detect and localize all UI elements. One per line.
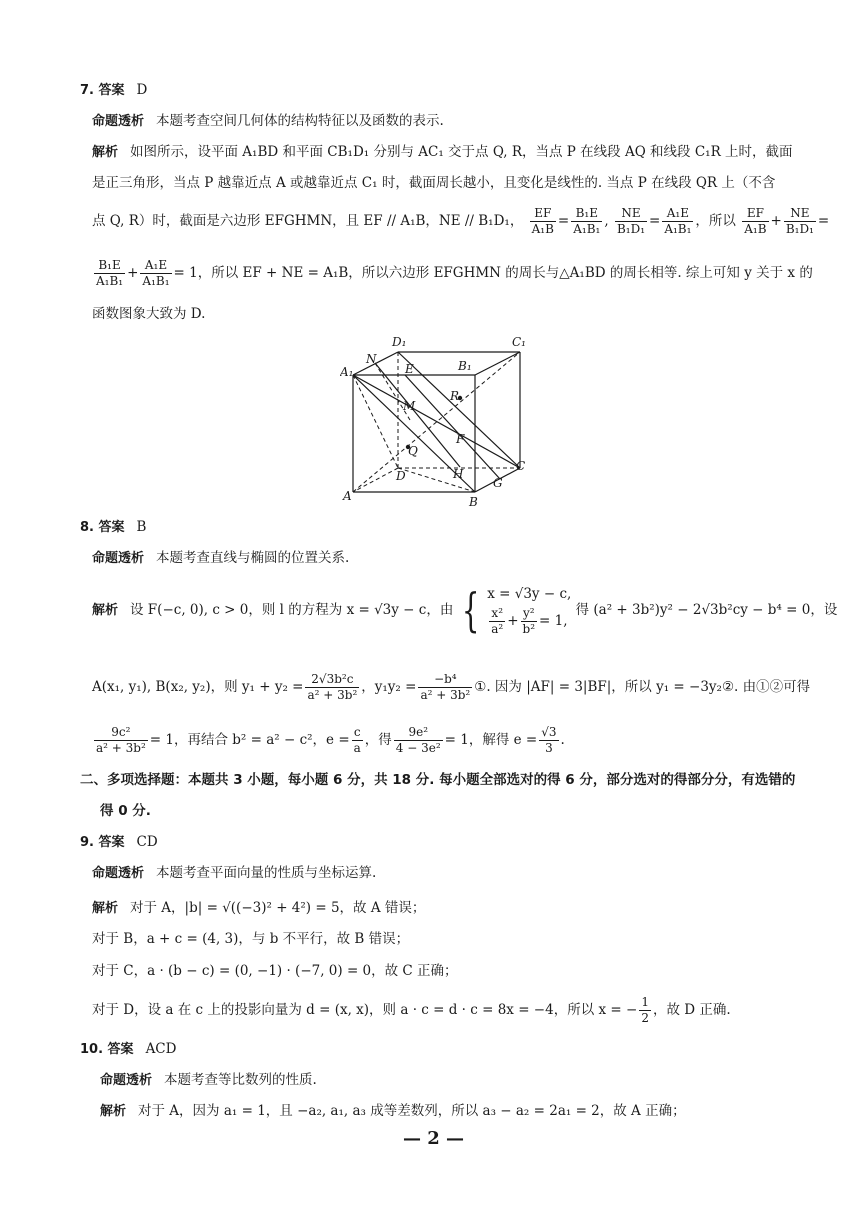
q8-text-2 [92, 672, 810, 703]
label-g: G [493, 476, 503, 490]
q7-text-1: 如图所示，设平面 A₁BD 和平面 CB₁D₁ 分别与 AC₁ 交于点 Q, R，当点 P 在线段 AQ 和线段 C₁R 上时，截面 [130, 144, 793, 160]
q8-text-3a: = 1，再结合 b² = a² − c²，e = [149, 732, 350, 748]
cube-figure [340, 330, 540, 510]
q7-intent-label: 命题透析 [92, 114, 145, 129]
page-number: — 2 — [402, 1128, 465, 1149]
q9-option-d [92, 995, 731, 1026]
q7-text-4b: = 1，所以 EF + NE = A₁B，所以六边形 EFGHMN 的周长与△A₁BD 的周长相等. 综上可知 y 关于 x 的 [173, 265, 813, 281]
q9-option-c: 对于 C，a · (b − c) = (0, −1) · (−7, 0) = 0，故 C 正确； [92, 963, 458, 979]
frac-b2: b² [522, 621, 536, 636]
q9-option-d-text: 对于 D，设 a 在 c 上的投影向量为 d = (x, x)，则 a · c = d · c = 8x = −4，所以 x = − [92, 1002, 638, 1018]
q8-frac-sum-den: a² + 3b² [307, 688, 358, 702]
q8-frac-sum [305, 672, 359, 703]
section-2-heading: 二、多项选择题：本题共 3 小题，每小题 6 分，共 18 分. 每小题全部选对的得 6 分，部分选对的得部分分，有选错的 [80, 772, 796, 788]
equation-1: x = √3y − c, [487, 586, 572, 602]
q7-frac-b1e-den: A₁B₁ [573, 222, 601, 236]
q8-frac-e [352, 725, 363, 756]
q9-frac-d-den: 2 [641, 1011, 649, 1025]
q7-frac-b1e [571, 206, 602, 237]
q9-frac-d [639, 995, 651, 1026]
q10-intent-text: 本题考查等比数列的性质. [164, 1072, 317, 1088]
q7-text-5: 函数图象大致为 D. [92, 306, 206, 322]
section-2-heading-cont: 得 0 分. [100, 803, 151, 819]
q8-text-1a: 设 F(−c, 0), c > 0，则 l 的方程为 x = √3y − c，由 [130, 601, 454, 618]
q10-intent-label: 命题透析 [100, 1073, 153, 1088]
q8-frac-prod-den: a² + 3b² [420, 688, 471, 702]
q7-text-2: 是正三角形，当点 P 越靠近点 A 或越靠近点 C₁ 时，截面周长越小，且变化是线性的. 当点 P 在线段 QR 上（不含 [92, 175, 776, 191]
q7-frac-a1e [662, 206, 693, 237]
q8-text-2a: A(x₁, y₁), B(x₂, y₂)，则 y₁ + y₂ = [92, 679, 304, 695]
edge-c1-b1 [475, 352, 520, 375]
q8-intent-text: 本题考查直线与椭圆的位置关系. [156, 550, 350, 566]
q8-frac-9e-num: 9e² [394, 725, 443, 741]
q7-frac-ne-num: NE [615, 206, 647, 222]
q7-frac-ne-den: B₁D₁ [616, 222, 645, 236]
q7-text-4: $\frac{\text{B₁E}}{\text{A₁B₁}}$ + $\frac{\text{A₁E}}{\text{A₁B₁}}$ = 1，所以 EF + NE = A₁B，所以六边形 EFGHMN 的周长与△A₁BD 的周长相等. 综上可知 y 关于 x 的 [96, 258, 813, 288]
q7-answer: D [136, 82, 148, 98]
q8-frac-prod [418, 672, 472, 703]
q7-heading-label: 7. 答案 [80, 83, 125, 98]
q9-heading [80, 834, 158, 851]
q8-frac-9e-den: 4 − 3e² [395, 741, 441, 755]
q7-frac-ne-2-den: B₁D₁ [785, 222, 814, 236]
q8-frac-9c-num: 9c² [94, 725, 148, 741]
q8-frac-result-num: √3 [541, 725, 557, 739]
q10-text-a [100, 1103, 686, 1120]
q9-intent [92, 865, 376, 882]
label-d1: D₁ [392, 335, 407, 349]
q8-intent-label: 命题透析 [92, 551, 145, 566]
frac-x2-a2 [489, 606, 505, 637]
q7-frac-b1e-num: B₁E [571, 206, 602, 222]
q10-option-a: 对于 A，因为 a₁ = 1，且 −a₂, a₁, a₃ 成等差数列，所以 a₃ − a₂ = 2a₁ = 2，故 A 正确； [138, 1103, 686, 1119]
label-q: Q [408, 444, 418, 458]
q7-frac-ne [615, 206, 647, 237]
q7-analysis-line-1 [92, 144, 793, 161]
q9-analysis-label: 解析 [92, 901, 119, 916]
label-b: B [469, 495, 478, 509]
q9-intent-text: 本题考查平面向量的性质与坐标运算. [156, 865, 377, 881]
q8-frac-9c-den: a² + 3b² [96, 741, 146, 755]
q7-heading [80, 82, 147, 99]
q7-text-3b: ，所以 [695, 213, 736, 229]
equation-2-tail: = 1, [539, 612, 568, 629]
q7-frac-a1e-2-num: A₁E [140, 258, 171, 274]
q10-intent [100, 1072, 317, 1089]
q8-frac-9c [94, 725, 148, 756]
q8-heading-label: 8. 答案 [80, 520, 125, 535]
frac-x2: x² [489, 606, 505, 622]
q8-frac-result [539, 725, 558, 756]
q7-frac-b1e-2 [94, 258, 125, 289]
equation-system [487, 584, 571, 637]
edge-a-c1 [353, 352, 520, 492]
q8-text-3b: ，得 [364, 732, 392, 748]
label-c1: C₁ [512, 335, 526, 349]
q8-frac-result-den: 3 [545, 741, 553, 755]
q8-frac-prod-num: −b⁴ [418, 672, 472, 688]
q8-frac-e-num: c [352, 725, 363, 741]
label-m: M [403, 399, 416, 413]
q9-option-b: 对于 B，a + c = (4, 3)，与 b 不平行，故 B 错误； [92, 931, 410, 947]
equation-2: $\frac{\text{x²}}{\text{a²}}$ + $\frac{\text{y²}}{\text{b²}}$ = 1, [491, 605, 568, 636]
q8-text-1 [92, 584, 837, 637]
q7-frac-ef-2 [742, 206, 768, 237]
q7-text-3: 点 Q, R）时，截面是六边形 EFGHMN，且 EF // A₁B，NE // B₁D₁， $\frac{EF}{\text{A₁B}}$ = $\frac{\text{B₁E}}{\text{A₁B₁}}$ , $\frac{NE}{\text{B₁D₁}}$ = $\frac{\text{A₁E}}{\text{A₁B₁}}$ ，所以 $\frac{EF}{\text{A₁B}}$ + $\frac{NE}{\text{B₁D₁}}$ = [92, 206, 830, 236]
left-brace: { [461, 583, 480, 638]
q7-frac-ef-num: EF [530, 206, 556, 222]
q8-text-2c: ①. 因为 |AF| = 3|BF|，所以 y₁ = −3y₂②. 由①②可得 [474, 679, 811, 695]
q9-frac-d-num: 1 [641, 995, 649, 1009]
frac-y2-b2 [521, 606, 538, 637]
q8-frac-sum-num: 2√3b²c [305, 672, 359, 688]
q8-heading [80, 519, 146, 536]
q8-intent [92, 550, 349, 567]
q8-text-1b: 得 (a² + 3b²)y² − 2√3b²cy − b⁴ = 0，设 [575, 601, 838, 618]
label-r: R [450, 389, 460, 403]
q9-answer: CD [136, 834, 158, 850]
q7-frac-ef-2-den: A₁B [744, 222, 767, 236]
label-a1: A₁ [340, 365, 354, 379]
q8-answer: B [136, 519, 147, 535]
q8-frac-e-den: a [353, 741, 361, 755]
label-a: A [343, 489, 352, 503]
label-f: F [456, 432, 465, 446]
q7-frac-a1e-2 [140, 258, 171, 289]
label-n: N [366, 352, 377, 366]
q7-analysis-label: 解析 [92, 145, 119, 160]
q7-intent [92, 113, 444, 130]
q8-frac-9e [394, 725, 443, 756]
label-c: C [516, 459, 526, 473]
label-h: H [453, 467, 464, 481]
q9-option-a: 对于 A，|b| = √((−3)² + 4²) = 5，故 A 错误； [130, 900, 426, 916]
q7-text-3a: 点 Q, R）时，截面是六边形 EFGHMN，且 EF // A₁B，NE // B₁D₁， [92, 213, 524, 229]
q7-frac-b1e-2-den: A₁B₁ [96, 274, 124, 288]
q8-text-2b: ，y₁y₂ = [361, 679, 417, 695]
q7-frac-b1e-2-num: B₁E [94, 258, 125, 274]
q7-intent-text: 本题考查空间几何体的结构特征以及函数的表示. [156, 113, 444, 129]
q8-text-3 [92, 725, 565, 756]
q9-option-d-tail: ，故 D 正确. [652, 1002, 731, 1018]
q10-analysis-label: 解析 [100, 1104, 127, 1119]
q10-heading-label: 10. 答案 [80, 1042, 134, 1057]
q7-frac-a1e-2-den: A₁B₁ [142, 274, 170, 288]
q9-text-a [92, 900, 425, 917]
q9-heading-label: 9. 答案 [80, 835, 125, 850]
label-d: D [396, 469, 406, 483]
q8-text-3d: . [560, 732, 565, 748]
q10-heading [80, 1041, 176, 1058]
label-e: E [405, 362, 414, 376]
q7-frac-ef-2-num: EF [742, 206, 768, 222]
q7-frac-ef [530, 206, 556, 237]
q7-frac-ne-2-num: NE [784, 206, 816, 222]
cube-hidden-edges [353, 352, 520, 492]
label-b1: B₁ [458, 359, 472, 373]
q7-frac-a1e-num: A₁E [662, 206, 693, 222]
q7-frac-ef-den: A₁B [531, 222, 554, 236]
q8-analysis-label: 解析 [92, 602, 119, 618]
frac-y2: y² [521, 606, 538, 622]
q7-frac-a1e-den: A₁B₁ [664, 222, 692, 236]
edge-d-a [353, 468, 398, 492]
frac-a2: a² [491, 621, 504, 636]
q10-answer: ACD [145, 1041, 177, 1057]
q8-text-3c: = 1，解得 e = [444, 732, 538, 748]
q7-frac-ne-2 [784, 206, 816, 237]
q9-intent-label: 命题透析 [92, 866, 145, 881]
